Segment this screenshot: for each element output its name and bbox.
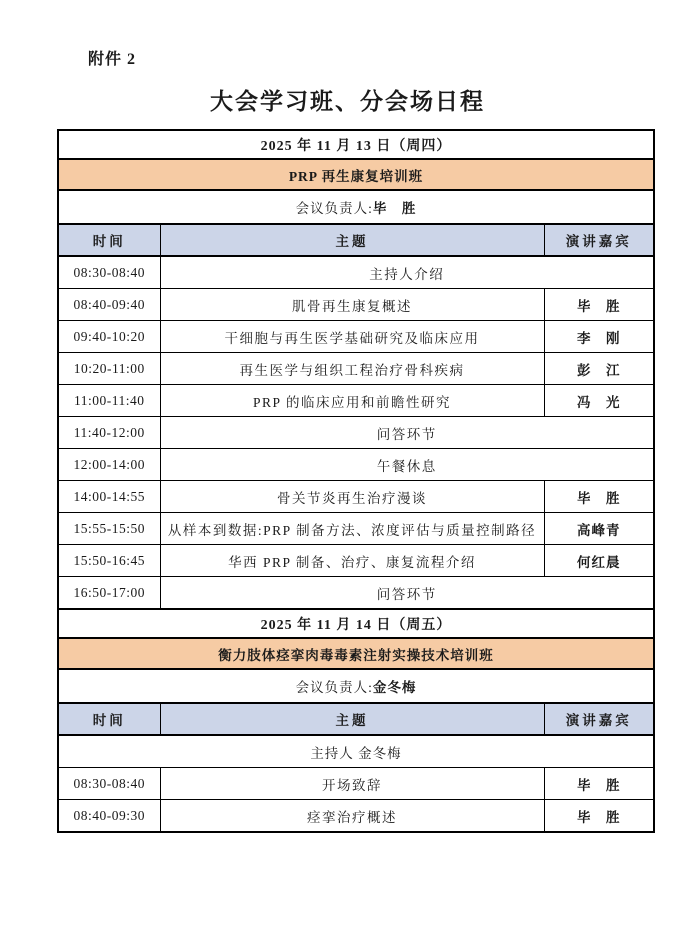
- organizer-name: 金冬梅: [372, 680, 417, 695]
- speaker-cell: 毕 胜: [544, 800, 654, 833]
- speaker-cell: 毕 胜: [544, 481, 654, 513]
- speaker-cell: 冯 光: [544, 385, 654, 417]
- speaker-cell: 彭 江: [544, 353, 654, 385]
- topic-cell: 干细胞与再生医学基础研究及临床应用: [160, 321, 544, 353]
- table-row: [58, 321, 654, 353]
- column-header-topic: 主题: [160, 703, 544, 735]
- time-cell: 08:40-09:40: [58, 289, 160, 321]
- column-header-row: [58, 224, 654, 256]
- course-title-row: [58, 159, 654, 190]
- column-header-speaker: 演讲嘉宾: [544, 224, 654, 256]
- time-cell: 11:40-12:00: [58, 417, 160, 449]
- table-row: [58, 256, 654, 289]
- time-cell: 08:40-09:30: [58, 800, 160, 833]
- date-cell: 2025 年 11 月 14 日（周五）: [58, 609, 654, 638]
- organizer-row: [58, 190, 654, 224]
- time-cell: 16:50-17:00: [58, 577, 160, 610]
- column-header-row: [58, 703, 654, 735]
- column-header-speaker: 演讲嘉宾: [544, 703, 654, 735]
- organizer-cell: [58, 190, 654, 224]
- schedule-table: [57, 129, 655, 833]
- host-row: [58, 735, 654, 768]
- table-row: [58, 513, 654, 545]
- time-cell: 12:00-14:00: [58, 449, 160, 481]
- date-row: [58, 609, 654, 638]
- speaker-cell: 李 刚: [544, 321, 654, 353]
- organizer-cell: [58, 669, 654, 703]
- organizer-label: 会议负责人:: [295, 201, 373, 216]
- time-cell: 09:40-10:20: [58, 321, 160, 353]
- time-cell: 14:00-14:55: [58, 481, 160, 513]
- topic-cell: 肌骨再生康复概述: [160, 289, 544, 321]
- topic-cell: 主持人介绍: [160, 256, 654, 289]
- table-row: [58, 577, 654, 610]
- time-cell: 15:55-15:50: [58, 513, 160, 545]
- speaker-cell: 高峰青: [544, 513, 654, 545]
- organizer-name: 毕 胜: [372, 201, 417, 216]
- column-header-time: 时间: [58, 224, 160, 256]
- table-row: [58, 449, 654, 481]
- topic-cell: 午餐休息: [160, 449, 654, 481]
- time-cell: 10:20-11:00: [58, 353, 160, 385]
- time-cell: 11:00-11:40: [58, 385, 160, 417]
- speaker-cell: 何红晨: [544, 545, 654, 577]
- page-title: 大会学习班、分会场日程: [210, 89, 485, 114]
- topic-cell: 再生医学与组织工程治疗骨科疾病: [160, 353, 544, 385]
- table-row: [58, 545, 654, 577]
- attachment-label: 附件 2: [88, 51, 137, 68]
- topic-cell: 问答环节: [160, 577, 654, 610]
- table-row: [58, 353, 654, 385]
- organizer-row: [58, 669, 654, 703]
- table-row: [58, 768, 654, 800]
- host-cell: 主持人 金冬梅: [58, 735, 654, 768]
- topic-cell: 从样本到数据:PRP 制备方法、浓度评估与质量控制路径: [160, 513, 544, 545]
- column-header-time: 时间: [58, 703, 160, 735]
- course-title-cell: 衡力肢体痉挛肉毒毒素注射实操技术培训班: [58, 638, 654, 669]
- organizer-label: 会议负责人:: [295, 680, 373, 695]
- table-row: [58, 481, 654, 513]
- topic-cell: 骨关节炎再生治疗漫谈: [160, 481, 544, 513]
- topic-cell: PRP 的临床应用和前瞻性研究: [160, 385, 544, 417]
- table-row: [58, 800, 654, 833]
- course-title-cell: PRP 再生康复培训班: [58, 159, 654, 190]
- column-header-topic: 主题: [160, 224, 544, 256]
- time-cell: 08:30-08:40: [58, 256, 160, 289]
- speaker-cell: 毕 胜: [544, 768, 654, 800]
- topic-cell: 问答环节: [160, 417, 654, 449]
- date-cell: 2025 年 11 月 13 日（周四）: [58, 130, 654, 159]
- date-row: [58, 130, 654, 159]
- time-cell: 15:50-16:45: [58, 545, 160, 577]
- table-row: [58, 385, 654, 417]
- topic-cell: 开场致辞: [160, 768, 544, 800]
- course-title-row: [58, 638, 654, 669]
- time-cell: 08:30-08:40: [58, 768, 160, 800]
- topic-cell: 痉挛治疗概述: [160, 800, 544, 833]
- table-row: [58, 289, 654, 321]
- speaker-cell: 毕 胜: [544, 289, 654, 321]
- table-row: [58, 417, 654, 449]
- topic-cell: 华西 PRP 制备、治疗、康复流程介绍: [160, 545, 544, 577]
